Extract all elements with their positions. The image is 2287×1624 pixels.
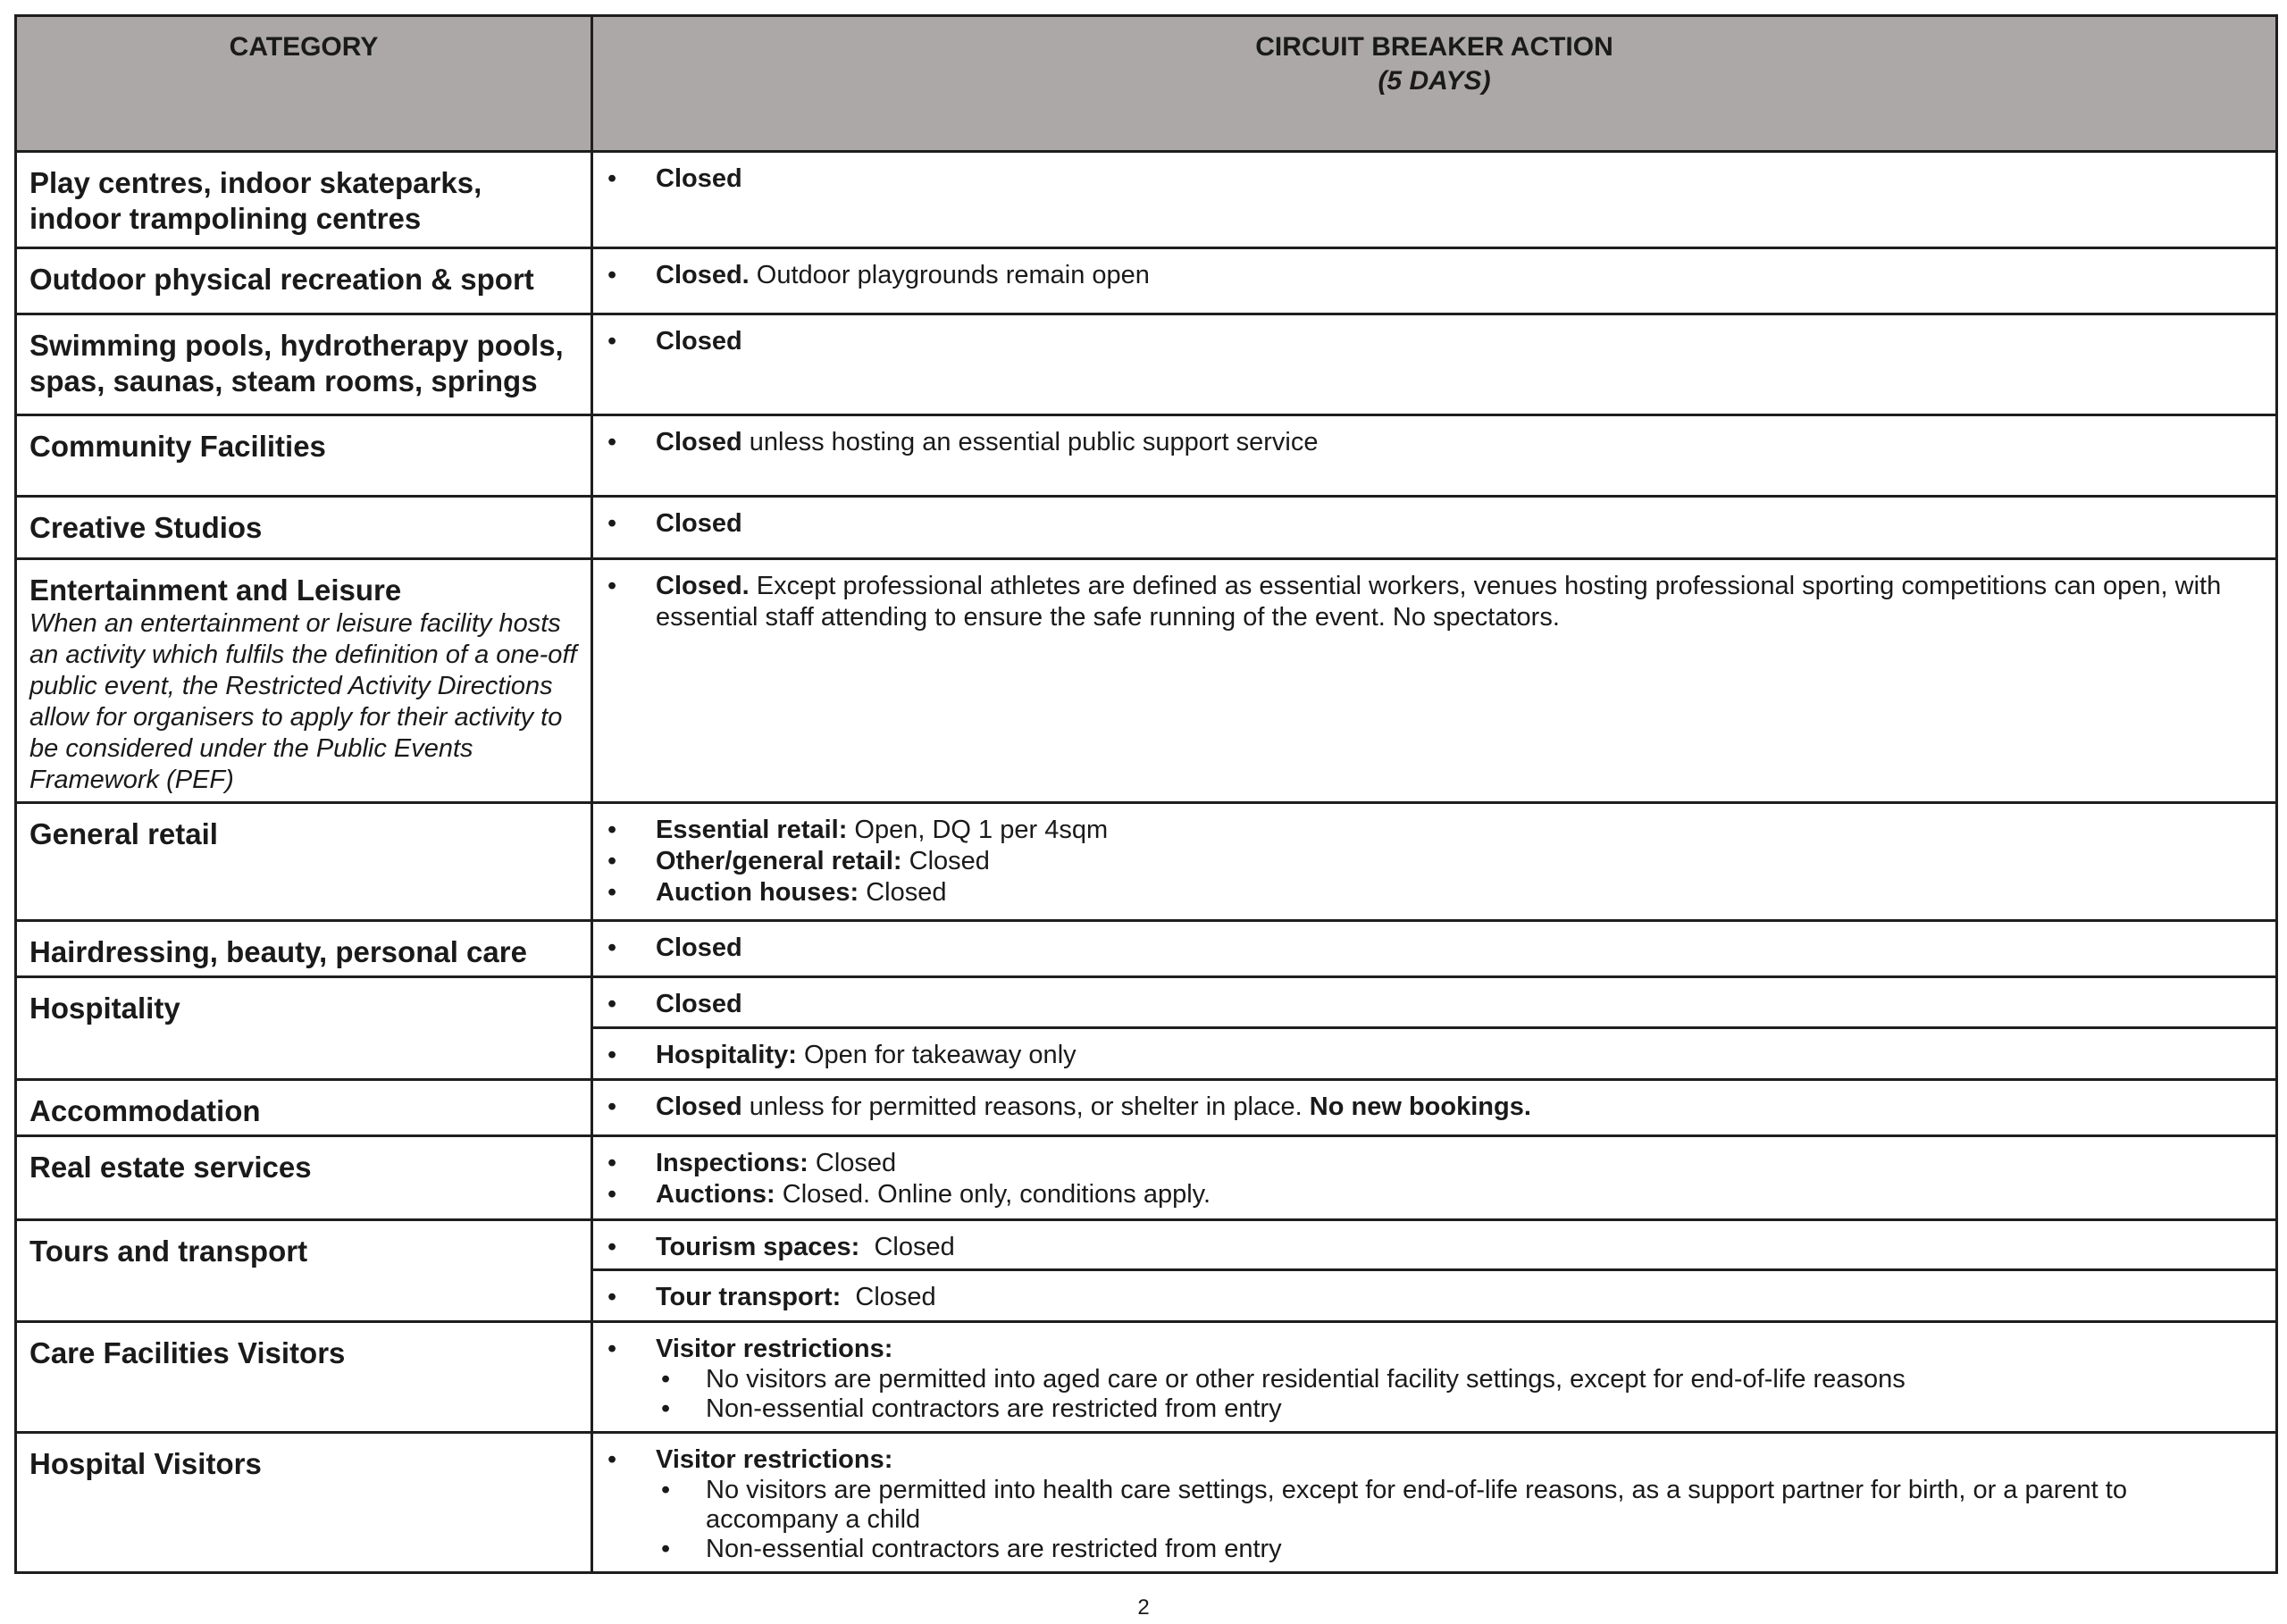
action-bold: Closed. (656, 572, 750, 600)
table-row-accommodation (16, 1080, 2277, 1136)
action-text: Closed (656, 933, 742, 962)
action-list (607, 571, 2261, 633)
action-item (607, 571, 2261, 633)
action-list (607, 260, 2261, 291)
action-text: unless for permitted reasons, or shelter in place. (741, 1092, 1310, 1121)
action-list (607, 815, 2261, 908)
category-title: Community Facilities (29, 430, 326, 463)
action-cell (592, 415, 2277, 497)
sub-item: • No visitors are permitted into health care settings, except for end-of-life reasons, as a support partner for birth, or a parent to accompany a child (656, 1476, 2261, 1535)
table-header-row (16, 16, 2277, 152)
action-list (607, 1040, 2261, 1071)
action-item (607, 1334, 2261, 1424)
action-item (607, 846, 2261, 877)
category-title: Hairdressing, beauty, personal care (29, 935, 527, 968)
action-bold: Visitor restrictions: (656, 1335, 893, 1363)
table-row-real-estate (16, 1136, 2277, 1220)
category-cell (16, 921, 592, 977)
action-cell (592, 1433, 2277, 1573)
action-text: Closed (859, 878, 947, 907)
table-row-outdoor (16, 248, 2277, 314)
category-title: General retail (29, 817, 218, 850)
action-subcell (593, 978, 2275, 1026)
action-list (607, 1444, 2261, 1564)
action-item (607, 815, 2261, 846)
action-text: Closed (656, 164, 742, 193)
header-category (16, 16, 592, 152)
category-cell (16, 248, 592, 314)
sub-item: • Non-essential contractors are restricted from entry (656, 1394, 2261, 1424)
action-text: Open for takeaway only (796, 1041, 1076, 1069)
category-note: When an entertainment or leisure facility hosts an activity which fulfils the definition of a one-off public event, the Restricted Activity Directions allow for organisers to apply for their activity to be considered under the Public Events Framework (PEF) (29, 609, 577, 794)
action-text: Closed (656, 509, 742, 538)
action-text: Closed (841, 1283, 936, 1311)
action-bold: Auction houses: (656, 878, 859, 907)
header-action-sub: (5 DAYS) (1378, 66, 1491, 96)
category-title: Hospitality (29, 992, 180, 1025)
action-cell (592, 559, 2277, 803)
action-text: Closed. Online only, conditions apply. (775, 1180, 1211, 1209)
table-row-swimming (16, 314, 2277, 415)
action-cell (592, 1136, 2277, 1220)
table-row-care-facilities (16, 1322, 2277, 1433)
action-item (607, 1444, 2261, 1564)
action-text: Outdoor playgrounds remain open (749, 261, 1150, 289)
action-text: Closed (656, 990, 742, 1018)
action-list (607, 1232, 2261, 1263)
action-item (607, 1282, 2261, 1313)
action-bold: Hospitality: (656, 1041, 797, 1069)
category-title: Entertainment and Leisure (29, 573, 402, 607)
action-bold: Tourism spaces: (656, 1233, 860, 1261)
table-row-hospitality (16, 977, 2277, 1080)
action-text: Closed (901, 847, 990, 875)
header-action (592, 16, 2277, 152)
action-text: Open, DQ 1 per 4sqm (847, 816, 1109, 844)
action-bold: Essential retail: (656, 816, 848, 844)
action-bold: Inspections: (656, 1149, 808, 1177)
action-item (607, 508, 2261, 540)
category-cell (16, 977, 592, 1080)
action-subcell (593, 1221, 2275, 1268)
category-cell (16, 152, 592, 248)
sub-list (656, 1365, 2261, 1424)
action-cell (592, 1322, 2277, 1433)
action-cell (592, 977, 2277, 1080)
action-bold: Auctions: (656, 1180, 775, 1209)
action-bold: Visitor restrictions: (656, 1445, 893, 1474)
category-cell (16, 1220, 592, 1322)
category-title: Hospital Visitors (29, 1447, 262, 1480)
action-list (607, 508, 2261, 540)
action-subcell (593, 1268, 2275, 1320)
action-text: Closed (656, 327, 742, 356)
table-row-community (16, 415, 2277, 497)
table-row-hospital (16, 1433, 2277, 1573)
action-bold: Closed (656, 1092, 742, 1121)
table-row-hairdressing (16, 921, 2277, 977)
action-list (607, 326, 2261, 357)
category-title: Outdoor physical recreation & sport (29, 263, 534, 296)
table-row-entertainment (16, 559, 2277, 803)
action-item (607, 1148, 2261, 1179)
action-item (607, 260, 2261, 291)
action-item (607, 933, 2261, 964)
action-list (607, 427, 2261, 458)
sub-item: • Non-essential contractors are restricted from entry (656, 1535, 2261, 1564)
category-title: Tours and transport (29, 1235, 308, 1268)
action-item (607, 1232, 2261, 1263)
table-row-tours (16, 1220, 2277, 1322)
action-cell (592, 921, 2277, 977)
category-title: Creative Studios (29, 511, 263, 544)
action-item (607, 427, 2261, 458)
action-cell (592, 248, 2277, 314)
action-list (607, 1282, 2261, 1313)
action-item (607, 989, 2261, 1020)
action-bold: Closed. (656, 261, 750, 289)
category-title: Swimming pools, hydrotherapy pools, spas, saunas, steam rooms, springs (29, 329, 564, 398)
category-title: Play centres, indoor skateparks, indoor trampolining centres (29, 166, 482, 235)
table-row-play-centres (16, 152, 2277, 248)
action-bold: Other/general retail: (656, 847, 902, 875)
restrictions-table (14, 14, 2278, 1574)
action-cell (592, 1220, 2277, 1322)
action-item (607, 1179, 2261, 1210)
action-subcell (593, 1026, 2275, 1078)
action-item (607, 877, 2261, 908)
action-text: Closed (808, 1149, 897, 1177)
category-title: Care Facilities Visitors (29, 1336, 346, 1369)
table-row-retail (16, 803, 2277, 921)
sub-item: • No visitors are permitted into aged care or other residential facility settings, except for end-of-life reasons (656, 1365, 2261, 1394)
category-cell (16, 1080, 592, 1136)
sub-list (656, 1476, 2261, 1564)
header-action-label: CIRCUIT BREAKER ACTION (1255, 32, 1613, 62)
action-list (607, 1334, 2261, 1424)
action-list (607, 933, 2261, 964)
action-list (607, 1148, 2261, 1210)
action-cell (592, 497, 2277, 559)
action-item (607, 1040, 2261, 1071)
action-text: Except professional athletes are defined as essential workers, venues hosting professional sporting competitions can open, with essential staff attending to ensure the safe running of the event. No spectators. (656, 572, 2222, 632)
category-title: Real estate services (29, 1151, 312, 1184)
category-title: Accommodation (29, 1094, 261, 1127)
action-item (607, 326, 2261, 357)
action-bold: Closed (656, 428, 742, 456)
action-cell (592, 1080, 2277, 1136)
category-cell (16, 803, 592, 921)
category-cell (16, 314, 592, 415)
action-list (607, 989, 2261, 1020)
action-list (607, 1092, 2261, 1123)
action-cell (592, 314, 2277, 415)
category-cell (16, 1433, 592, 1573)
action-cell (592, 152, 2277, 248)
category-cell (16, 559, 592, 803)
action-item (607, 163, 2261, 195)
header-category-label: CATEGORY (229, 32, 379, 62)
category-cell (16, 497, 592, 559)
action-cell (592, 803, 2277, 921)
action-text: unless hosting an essential public support service (741, 428, 1319, 456)
page-number: 2 (1137, 1595, 1150, 1620)
action-list (607, 163, 2261, 195)
action-bold: Tour transport: (656, 1283, 842, 1311)
action-bold: No new bookings. (1309, 1092, 1531, 1121)
category-cell (16, 1136, 592, 1220)
action-item (607, 1092, 2261, 1123)
table-row-creative (16, 497, 2277, 559)
category-cell (16, 415, 592, 497)
action-text: Closed (859, 1233, 955, 1261)
category-cell (16, 1322, 592, 1433)
